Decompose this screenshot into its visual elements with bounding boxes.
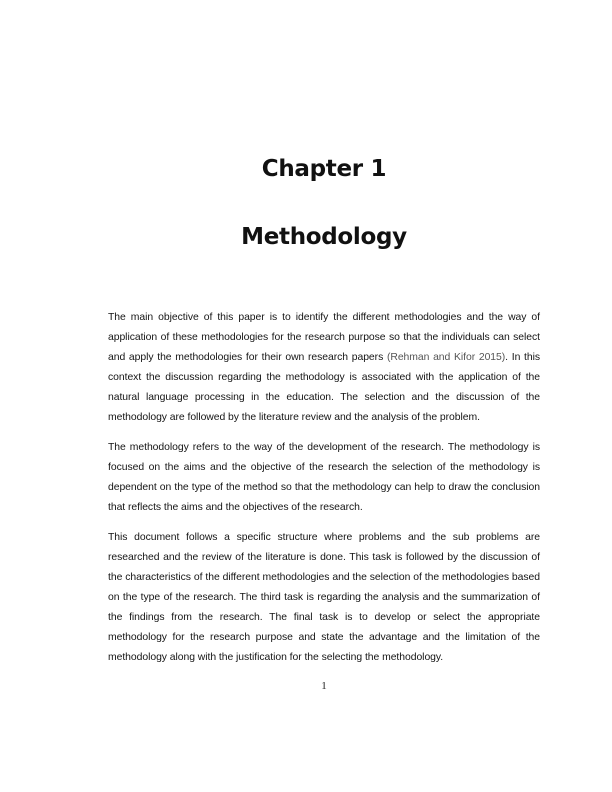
paragraph-1-text-after-citation: . In this context the discussion regarding the methodology is associated with the application of the natural language processing in the education. The selection and the discussion of the methodology are followed by the literature review and the analysis of the problem. xyxy=(108,352,541,423)
paragraph-1 xyxy=(108,308,540,428)
citation-link[interactable]: (Rehman and Kifor 2015) xyxy=(386,352,506,363)
body-text xyxy=(108,308,540,678)
paragraph-1-text-before-citation: The main objective of this paper is to identify the different methodologies and the way of application of these methodologies for the research purpose so that the individuals can select and apply the methodologies for their own research papers xyxy=(108,312,540,363)
paragraph-3: This document follows a specific structure where problems and the sub problems are researched and the review of the literature is done. This task is followed by the discussion of the characteristics of the different methodologies and the selection of the methodologies based on the type of the research. The third task is regarding the analysis and the summarization of the findings from the research. The final task is to develop or select the appropriate methodology for the research purpose and state the advantage and the limitation of the methodology along with the justification for the selecting the methodology. xyxy=(108,532,540,663)
chapter-title: Methodology xyxy=(241,224,407,250)
page-number: 1 xyxy=(321,680,327,692)
chapter-label: Chapter 1 xyxy=(261,156,387,182)
paragraph-2: The methodology refers to the way of the development of the research. The methodology is focused on the aims and the objective of the research the selection of the methodology is dependent on the type of the method so that the methodology can help to draw the conclusion that reflects the aims and the objectives of the research. xyxy=(108,442,540,513)
